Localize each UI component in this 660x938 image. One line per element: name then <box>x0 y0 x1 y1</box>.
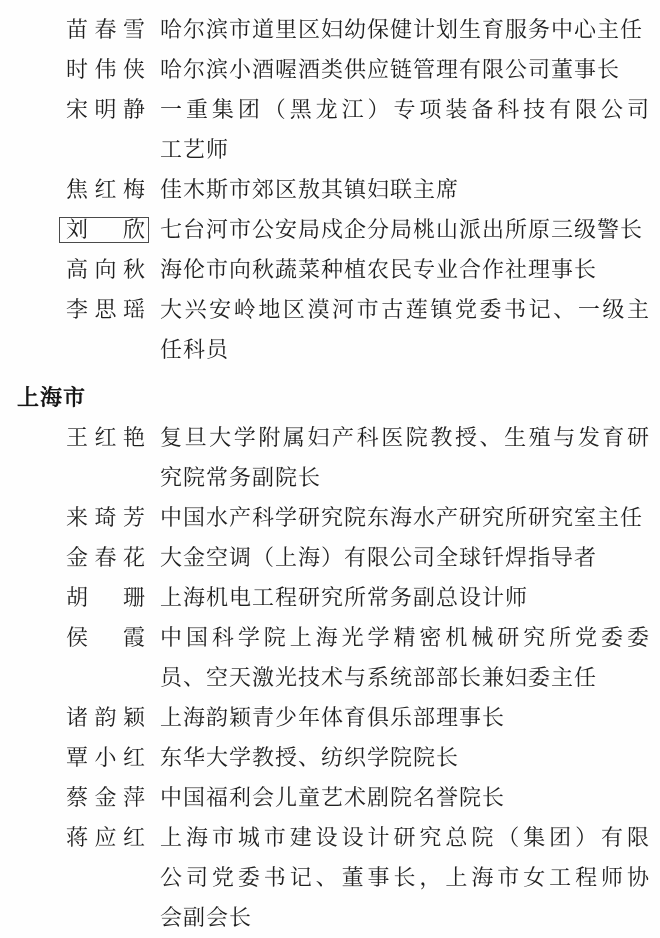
person-role-line: 大兴安岭地区漠河市古莲镇党委书记、一级主 <box>160 297 650 322</box>
roster-row <box>0 170 660 210</box>
roster-row <box>0 818 660 938</box>
roster-row <box>0 10 660 50</box>
person-role-line: 员、空天激光技术与系统部部长兼妇委主任 <box>160 665 598 690</box>
person-name: 金春花 <box>66 545 146 570</box>
person-name: 李思瑶 <box>66 297 146 322</box>
roster-row <box>0 418 660 498</box>
person-role <box>160 418 650 498</box>
person-role-line: 会副会长 <box>160 905 253 930</box>
person-role <box>160 698 650 738</box>
roster-row <box>0 250 660 290</box>
person-name: 王红艳 <box>66 425 146 450</box>
person-role-line: 中国科学院上海光学精密机械研究所党委委 <box>160 625 650 650</box>
roster-row <box>0 290 660 370</box>
person-role-line: 哈尔滨小酒喔酒类供应链管理有限公司董事长 <box>160 57 621 82</box>
person-role <box>160 250 650 290</box>
person-role <box>160 578 650 618</box>
person-role-line: 上海韵颖青少年体育俱乐部理事长 <box>160 705 506 730</box>
roster-row <box>0 90 660 170</box>
person-role-line: 中国福利会儿童艺术剧院名誉院长 <box>160 785 506 810</box>
person-role <box>160 498 650 538</box>
section-entries <box>0 418 660 938</box>
person-role-line: 佳木斯市郊区敖其镇妇联主席 <box>160 177 460 202</box>
person-role-line: 上海市城市建设设计研究总院（集团）有限 <box>160 825 650 850</box>
person-name: 覃小红 <box>66 745 146 770</box>
person-role <box>160 538 650 578</box>
person-role-line: 复旦大学附属妇产科医院教授、生殖与发育研 <box>160 425 650 450</box>
person-role-line: 大金空调（上海）有限公司全球钎焊指导者 <box>160 545 598 570</box>
person-role-line: 工艺师 <box>160 137 230 162</box>
person-role <box>160 818 650 938</box>
document-page <box>0 10 660 938</box>
person-name: 胡 珊 <box>66 585 146 610</box>
roster-row <box>0 738 660 778</box>
person-role-line: 公司党委书记、董事长，上海市女工程师协 <box>160 865 650 890</box>
person-name: 宋明静 <box>66 97 146 122</box>
person-role <box>160 778 650 818</box>
person-role <box>160 290 650 370</box>
person-role <box>160 10 650 50</box>
person-name: 蒋应红 <box>66 825 146 850</box>
person-role-line: 七台河市公安局戍企分局桃山派出所原三级警长 <box>160 217 644 242</box>
person-role-line: 究院常务副院长 <box>160 465 322 490</box>
person-name: 蔡金萍 <box>66 785 146 810</box>
person-role <box>160 170 650 210</box>
person-name: 来琦芳 <box>66 505 146 530</box>
person-name-highlight-box: 刘 欣 <box>66 210 146 250</box>
person-name: 苗春雪 <box>66 17 146 42</box>
person-role-line: 哈尔滨市道里区妇幼保健计划生育服务中心主任 <box>160 17 644 42</box>
person-role-line: 东华大学教授、纺织学院院长 <box>160 745 460 770</box>
region-section <box>0 10 660 370</box>
roster-row <box>0 538 660 578</box>
section-entries <box>0 10 660 370</box>
person-role-line: 一重集团（黑龙江）专项装备科技有限公司 <box>160 97 650 122</box>
section-header: 上海市 <box>17 385 87 410</box>
person-role <box>160 90 650 170</box>
person-role <box>160 738 650 778</box>
person-name: 时伟侠 <box>66 57 146 82</box>
roster-row <box>0 578 660 618</box>
person-role <box>160 618 650 698</box>
person-role-line: 上海机电工程研究所常务副总设计师 <box>160 585 529 610</box>
person-name: 侯 霞 <box>66 625 146 650</box>
person-role-line: 任科员 <box>160 337 230 362</box>
roster-row <box>0 698 660 738</box>
person-name: 诸韵颖 <box>66 705 146 730</box>
region-section <box>0 378 660 938</box>
person-role <box>160 50 650 90</box>
roster-row <box>0 498 660 538</box>
roster-row <box>0 210 660 250</box>
roster-list <box>0 10 660 938</box>
person-role-line: 海伦市向秋蔬菜种植农民专业合作社理事长 <box>160 257 598 282</box>
person-name: 焦红梅 <box>66 177 146 202</box>
roster-row <box>0 618 660 698</box>
person-role-line: 中国水产科学研究院东海水产研究所研究室主任 <box>160 505 644 530</box>
person-role <box>160 210 650 250</box>
person-name: 高向秋 <box>66 257 146 282</box>
roster-row <box>0 50 660 90</box>
roster-row <box>0 778 660 818</box>
